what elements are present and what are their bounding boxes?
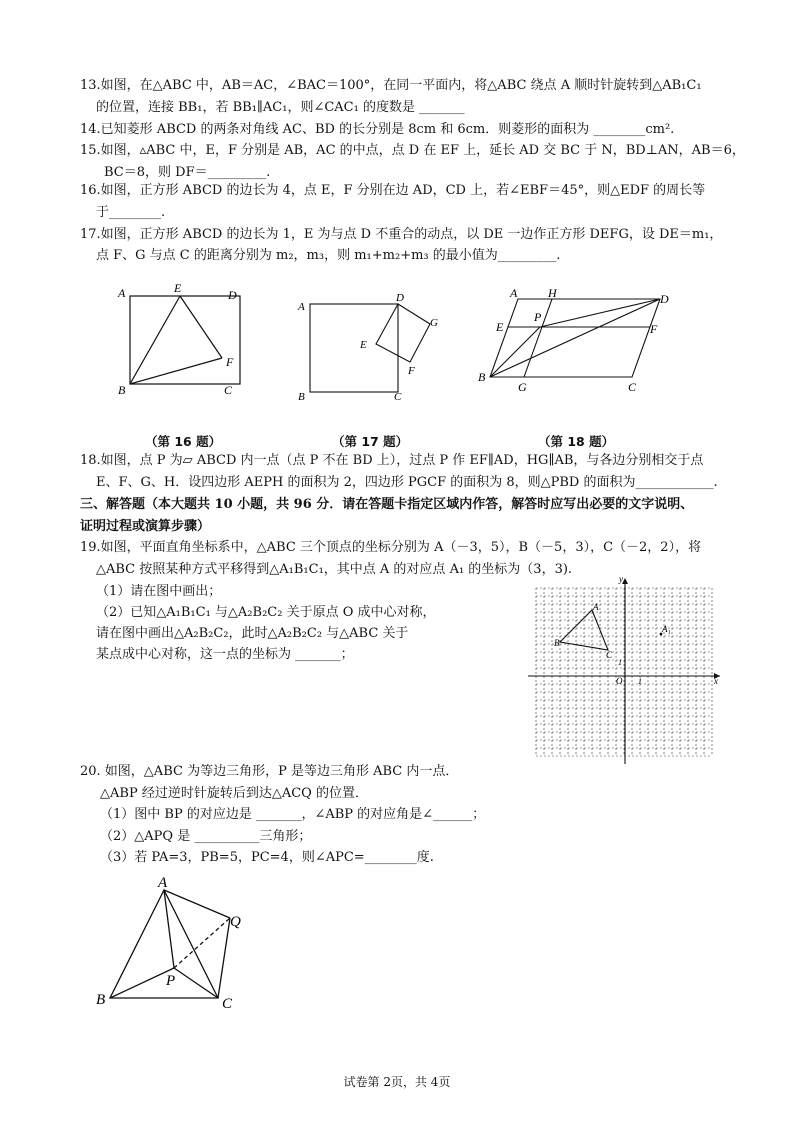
figure-19-grid [528, 570, 728, 766]
fig18-label-b: B [478, 370, 486, 384]
fig19-label-one-y: 1 [618, 658, 622, 667]
fig16-label-a: A [118, 286, 126, 300]
fig19-label-y: y [619, 574, 623, 584]
section3-heading-line1: 三、解答题（本大题共 10 小题，共 96 分．请在答题卡指定区域内作答，解答时应写出必要的文字说明、 [80, 497, 694, 512]
q13-line2: 的位置，连接 BB₁，若 BB₁∥AC₁，则∠CAC₁ 的度数是 _______ [96, 100, 465, 115]
fig16-label-b: B [118, 383, 126, 397]
fig18-label-h: H [548, 286, 557, 300]
fig20-label-p: P [166, 973, 176, 989]
fig16-label-f: F [226, 355, 234, 369]
caption-fig16: （第 16 题） [145, 434, 222, 449]
fig20-label-q: Q [230, 914, 241, 930]
q18-line1: 18.如图，点 P 为▱ ABCD 内一点（点 P 不在 BD 上），过点 P 作 EF∥AD，HG∥AB，与各边分别相交于点 [80, 453, 704, 468]
fig18-label-p: P [534, 310, 542, 324]
fig16-label-d: D [228, 288, 237, 302]
fig19-point-a1 [660, 633, 663, 636]
q15-line2: BC＝8，则 DF＝_________. [104, 165, 271, 180]
q19-line4: （2）已知△A₁B₁C₁ 与△A₂B₂C₂ 关于原点 O 成中心对称， [96, 605, 436, 620]
q20-line1: 20. 如图，△ABC 为等边三角形，P 是等边三角形 ABC 内一点． [80, 764, 459, 779]
fig16-label-c: C [224, 383, 233, 397]
q18-line2: E、F、G、H．设四边形 AEPH 的面积为 2，四边形 PGCF 的面积为 8，则△PBD 的面积为____________. [96, 475, 718, 490]
q20-line2: △ABP 经过逆时针旋转后到达△ACQ 的位置． [100, 786, 368, 801]
section3-heading-line2: 证明过程或演算步骤） [80, 519, 211, 534]
figure-20 [90, 872, 260, 1012]
fig19-label-one-x: 1 [638, 677, 642, 686]
fig19-label-x: x [714, 676, 718, 686]
caption-fig17: （第 17 题） [332, 434, 409, 449]
q16-line2: 于________. [96, 205, 166, 220]
fig17-label-g: G [430, 317, 438, 329]
q19-line3: （1）请在图中画出； [96, 584, 222, 599]
q20-line5: （3）若 PA=3，PB=5，PC=4，则∠APC=________度. [100, 850, 434, 865]
q16-line1: 16.如图，正方形 ABCD 的边长为 4，点 E，F 分别在边 AD，CD 上，若∠EBF＝45°，则△EDF 的周长等 [80, 183, 706, 198]
fig19-label-o: O [616, 676, 623, 686]
fig17-label-d: D [396, 292, 404, 304]
fig17-label-e: E [360, 339, 367, 351]
fig18-label-e: E [496, 320, 504, 334]
fig16-label-e: E [174, 281, 182, 295]
figure-17 [290, 290, 450, 405]
fig18-label-a: A [510, 286, 518, 300]
fig20-label-c: C [222, 996, 233, 1012]
fig18-label-c: C [628, 380, 637, 394]
q14: 14.已知菱形 ABCD 的两条对角线 AC、BD 的长分别是 8cm 和 6cm．则菱形的面积为 ________cm². [80, 122, 675, 137]
figure-18 [470, 285, 680, 395]
q19-line2: △ABC 按照某种方式平移得到△A₁B₁C₁，其中点 A 的对应点 A₁ 的坐标为（3，3). [96, 562, 573, 577]
figure-16 [110, 280, 270, 400]
fig19-label-c: C [606, 650, 613, 660]
fig20-label-a: A [158, 875, 168, 891]
q19-line5: 请在图中画出△A₂B₂C₂，此时△A₂B₂C₂ 与△ABC 关于 [96, 626, 409, 641]
fig18-label-d: D [660, 292, 669, 306]
fig17-label-a: A [298, 301, 305, 313]
page-footer: 试卷第 2页，共 4页 [343, 1075, 451, 1089]
fig19-label-a: A [593, 602, 599, 612]
q17-line2: 点 F、G 与点 C 的距离分别为 m₂，m₃，则 m₁+m₂+m₃ 的最小值为_________. [96, 248, 561, 263]
fig19-label-b: B [554, 638, 560, 648]
fig20-label-b: B [96, 992, 106, 1008]
q17-line1: 17.如图，正方形 ABCD 的边长为 1，E 为与点 D 不重合的动点，以 DE 一边作正方形 DEFG，设 DE＝m₁， [80, 227, 723, 242]
q13-line1: 13.如图，在△ABC 中，AB＝AC，∠BAC＝100°，在同一平面内，将△ABC 绕点 A 顺时针旋转到△AB₁C₁ [80, 78, 702, 93]
fig17-label-f: F [408, 365, 415, 377]
q19-line1: 19.如图，平面直角坐标系中，△ABC 三个顶点的坐标分别为 A（－3，5），B（－5，3），C（－2，2），将 [80, 540, 702, 555]
fig17-label-b: B [298, 391, 305, 403]
q20-line3: （1）图中 BP 的对应边是 _______，∠ABP 的对应角是∠______； [100, 807, 486, 822]
fig18-label-f: F [650, 322, 658, 336]
fig18-label-g: G [518, 380, 527, 394]
fig17-label-c: C [394, 391, 402, 403]
q15-line1: 15.如图，▵ABC 中，E，F 分别是 AB，AC 的中点，点 D 在 EF 上，延长 AD 交 BC 于 N，BD⊥AN，AB＝6， [80, 143, 745, 158]
q19-line6: 某点成中心对称，这一点的坐标为 _______； [96, 647, 354, 662]
q20-line4: （2）△APQ 是 __________三角形； [100, 829, 312, 844]
caption-fig18: （第 18 题） [538, 434, 615, 449]
fig19-label-a1: A₁ [662, 624, 671, 634]
